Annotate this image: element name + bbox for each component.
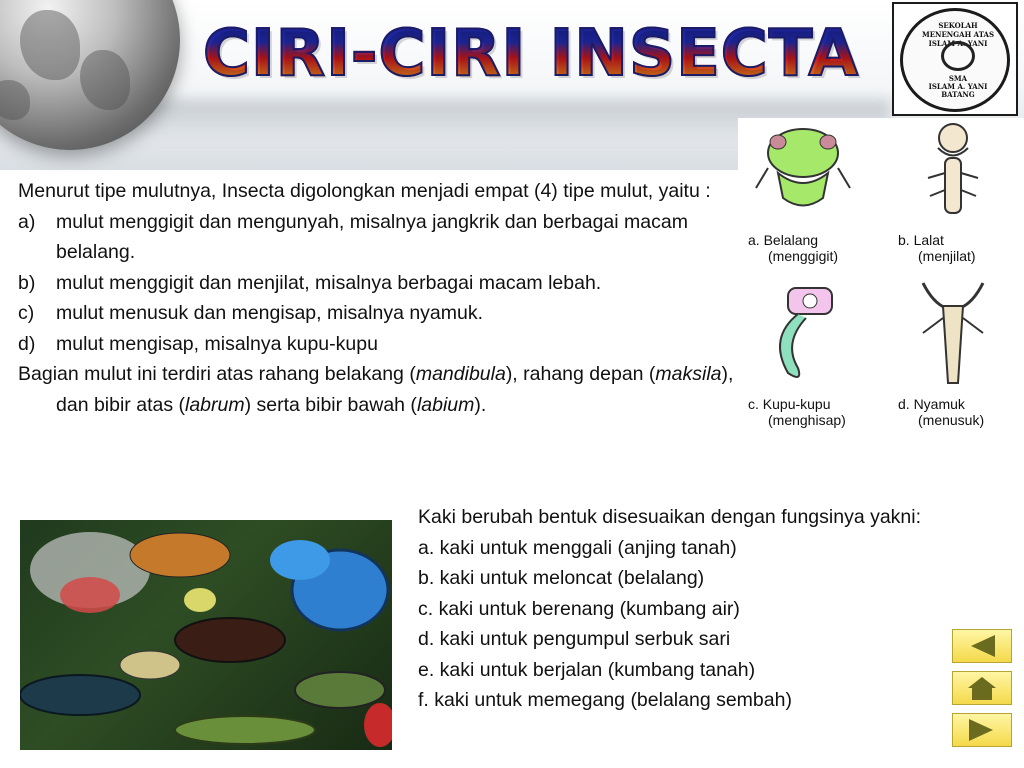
mouth-caption-b-sub: (menjilat) <box>918 248 976 264</box>
mouth-caption-b <box>898 232 1024 264</box>
mouth-caption-a-sub: (menggigit) <box>768 248 839 264</box>
logo-school-line1: SMA <box>948 74 968 83</box>
mouth-type-grasshopper <box>748 118 888 268</box>
mouth-type-butterfly <box>748 278 888 428</box>
leg-item-a: a. kaki untuk menggali (anjing tanah) <box>418 536 737 559</box>
mouth-item-a-marker: a) <box>18 210 36 233</box>
mouth-item-d <box>18 329 734 360</box>
mouth-item-b <box>18 268 734 299</box>
mouth-caption-a <box>748 232 898 264</box>
leg-item-f: f. kaki untuk memegang (belalang sembah) <box>418 689 792 711</box>
mouth-item-d-text: mulut mengisap, misalnya kupu-kupu <box>56 332 378 355</box>
mouth-item-b-text: mulut menggigit dan menjilat, misalnya berbagai macam lebah. <box>56 271 602 294</box>
mouth-item-c-text: mulut menusuk dan mengisap, misalnya nyamuk. <box>56 302 484 324</box>
leg-types-text <box>418 502 1018 716</box>
logo-school-line3: BATANG <box>941 90 975 99</box>
logo-ring-text: SEKOLAH MENENGAH ATAS ISLAM A. YANI <box>921 21 995 48</box>
parts-text-1: Bagian mulut ini terdiri atas rahang belakang ( <box>18 363 416 385</box>
logo-seal <box>900 8 1010 112</box>
logo-school-name <box>923 75 993 99</box>
leg-intro: Kaki berubah bentuk disesuaikan dengan fungsinya yakni: <box>418 506 922 528</box>
mouth-intro: Menurut tipe mulutnya, Insecta digolongkan menjadi empat (4) tipe mulut, yaitu : <box>18 180 711 202</box>
logo-emblem-icon <box>941 41 975 71</box>
mouth-parts-paragraph <box>18 359 734 420</box>
parts-text-3: ), dan bibir atas ( <box>56 363 734 416</box>
school-logo <box>892 2 1018 116</box>
parts-text-2: ), rahang depan ( <box>505 363 656 385</box>
mouth-caption-c <box>748 396 898 428</box>
insects-collage-image <box>20 520 392 750</box>
mouth-caption-b-label: b. Lalat <box>898 232 944 248</box>
mouth-item-a-text: mulut menggigit dan mengunyah, misalnya jangkrik dan berbagai macam belalang. <box>56 210 688 263</box>
mouth-caption-c-sub: (menghisap) <box>768 412 846 428</box>
mouth-item-c <box>18 298 734 329</box>
triangle-left-icon <box>953 630 1011 662</box>
mouth-types-text <box>18 176 734 420</box>
mosquito-mouth-icon <box>898 278 1008 388</box>
mouth-item-b-marker: b) <box>18 271 36 294</box>
mouth-caption-a-label: a. Belalang <box>748 232 819 248</box>
parts-text-4: ) serta bibir bawah ( <box>244 393 417 416</box>
previous-slide-button[interactable] <box>952 629 1012 663</box>
parts-term-labium: labium <box>416 393 475 416</box>
mouth-item-a <box>18 207 734 268</box>
grasshopper-mouth-icon <box>748 118 858 218</box>
mouth-item-d-marker: d) <box>18 332 36 355</box>
insects-collage-icon <box>20 520 392 750</box>
leg-item-c: c. kaki untuk berenang (kumbang air) <box>418 597 740 620</box>
parts-term-labrum: labrum <box>185 393 245 416</box>
leg-item-e: e. kaki untuk berjalan (kumbang tanah) <box>418 658 756 681</box>
fly-mouth-icon <box>898 118 1008 228</box>
parts-term-maksila: maksila <box>655 363 722 385</box>
mouth-type-fly <box>898 118 1024 268</box>
mouth-type-mosquito <box>898 278 1024 428</box>
parts-text-5: ). <box>474 393 487 416</box>
home-button[interactable] <box>952 671 1012 705</box>
mouth-caption-c-label: c. Kupu-kupu <box>748 396 831 412</box>
slide-title: CIRI-CIRI INSECTA <box>186 14 876 94</box>
mouth-caption-d <box>898 396 1024 428</box>
logo-school-line2: ISLAM A. YANI <box>928 82 988 91</box>
mouth-caption-d-sub: (menusuk) <box>918 412 985 428</box>
parts-term-mandibula: mandibula <box>415 363 506 385</box>
mouth-caption-d-label: d. Nyamuk <box>898 396 965 412</box>
home-icon <box>953 672 1011 704</box>
mouth-types-figure <box>738 118 1024 436</box>
mouth-item-c-marker: c) <box>18 302 35 324</box>
leg-item-d: d. kaki untuk pengumpul serbuk sari <box>418 628 731 650</box>
triangle-right-icon <box>953 714 1011 746</box>
butterfly-mouth-icon <box>748 278 858 388</box>
leg-item-b: b. kaki untuk meloncat (belalang) <box>418 567 705 589</box>
next-slide-button[interactable] <box>952 713 1012 747</box>
